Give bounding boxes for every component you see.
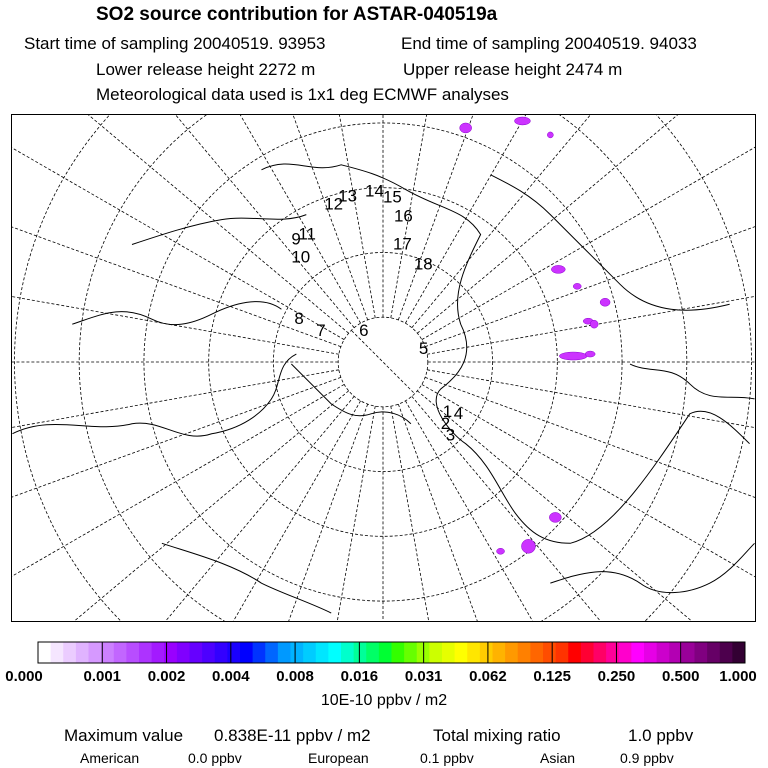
colorbar-swatch [101, 642, 114, 663]
colorbar-units: 10E-10 ppbv / m2 [320, 692, 448, 709]
colorbar-swatch [366, 642, 379, 663]
max-value: 0.838E-11 ppbv / m2 [214, 726, 371, 745]
colorbar-swatch [253, 642, 266, 663]
colorbar-swatch [644, 642, 657, 663]
trajectory-label-7: 7 [316, 321, 326, 341]
colorbar-tick-label: 0.008 [276, 668, 314, 685]
colorbar-swatch [215, 642, 228, 663]
colorbar-swatch [152, 642, 165, 663]
trajectory-label-9: 9 [291, 229, 301, 249]
trajectory-label-17: 17 [392, 234, 412, 254]
colorbar-swatch [76, 642, 89, 663]
colorbar-swatch [114, 642, 127, 663]
colorbar-swatch [51, 642, 64, 663]
colorbar-tick-label: 0.125 [533, 668, 571, 685]
colorbar-swatch [530, 642, 543, 663]
colorbar-tick-label: 0.062 [469, 668, 507, 685]
colorbar-tick-label: 0.031 [404, 668, 443, 685]
colorbar-swatch [442, 642, 455, 663]
colorbar-swatch [581, 642, 594, 663]
colorbar-swatch [89, 642, 102, 663]
colorbar-swatch [190, 642, 203, 663]
colorbar-swatch [682, 642, 695, 663]
trajectory-labels [291, 182, 463, 445]
total-mixing-value: 1.0 ppbv [628, 726, 694, 745]
total-mixing-label: Total mixing ratio [433, 726, 561, 745]
start-time: Start time of sampling 20040519. 93953 [24, 34, 326, 53]
upper-release-height: Upper release height 2474 m [403, 60, 623, 79]
colorbar-swatch [227, 642, 240, 663]
american-label: American [80, 750, 140, 766]
colorbar-tick-label: 0.500 [661, 668, 700, 685]
page-title: SO2 source contribution for ASTAR-040519a [96, 4, 498, 25]
trajectory-label-1: 1 [442, 401, 453, 421]
colorbar-swatch [594, 642, 607, 663]
colorbar-swatch [328, 642, 341, 663]
trajectory-label-18: 18 [413, 254, 433, 274]
trajectory-label-10: 10 [291, 247, 311, 267]
colorbar-tick-label: 0.000 [5, 668, 43, 685]
colorbar-swatch [732, 642, 745, 663]
colorbar-swatch [139, 642, 152, 663]
colorbar [37, 641, 746, 667]
colorbar-swatch [202, 642, 215, 663]
colorbar-swatch [619, 642, 632, 663]
colorbar-swatch [543, 642, 556, 663]
american-value: 0.0 ppbv [188, 750, 242, 766]
colorbar-swatch [657, 642, 670, 663]
colorbar-swatch [126, 642, 139, 663]
lower-release-height: Lower release height 2272 m [96, 60, 316, 79]
colorbar-tick-label: 0.016 [340, 668, 379, 685]
trajectory-label-14: 14 [365, 181, 384, 201]
trajectory-label-16: 16 [393, 206, 413, 226]
european-label: European [308, 750, 369, 766]
colorbar-swatch [518, 642, 531, 663]
trajectory-label-13: 13 [338, 186, 358, 206]
trajectory-label-5: 5 [418, 339, 429, 359]
colorbar-swatch [631, 642, 644, 663]
colorbar-swatch [63, 642, 76, 663]
colorbar-swatch [291, 642, 304, 663]
colorbar-swatch [38, 642, 51, 663]
colorbar-tick-label: 0.004 [212, 668, 250, 685]
asian-label: Asian [540, 750, 576, 766]
colorbar-swatch [341, 642, 354, 663]
trajectory-label-3: 3 [445, 425, 456, 445]
end-time: End time of sampling 20040519. 94033 [401, 34, 697, 53]
colorbar-swatch [455, 642, 468, 663]
trajectory-label-6: 6 [359, 321, 369, 341]
colorbar-swatch [707, 642, 720, 663]
trajectory-label-4: 4 [453, 403, 464, 423]
colorbar-tick-label: 0.002 [147, 668, 186, 685]
colorbar-swatch [505, 642, 518, 663]
colorbar-tick-label: 1.000 [719, 668, 757, 685]
colorbar-swatch [606, 642, 619, 663]
met-data-note: Meteorological data used is 1x1 deg ECMWF analyses [96, 85, 509, 104]
colorbar-swatch [265, 642, 278, 663]
colorbar-swatch [556, 642, 569, 663]
plume-blobs [460, 117, 610, 554]
polar-map [11, 114, 756, 622]
colorbar-swatch [467, 642, 480, 663]
colorbar-swatch [429, 642, 442, 663]
colorbar-swatch [177, 642, 190, 663]
colorbar-swatch [720, 642, 733, 663]
asian-value: 0.9 ppbv [620, 750, 674, 766]
colorbar-swatch [695, 642, 708, 663]
colorbar-swatch [392, 642, 405, 663]
coastlines [12, 164, 754, 613]
colorbar-swatch [316, 642, 329, 663]
colorbar-swatch [240, 642, 253, 663]
trajectory-label-2: 2 [440, 413, 451, 433]
colorbar-tick-label: 0.250 [597, 668, 636, 685]
trajectory-label-8: 8 [294, 309, 304, 329]
colorbar-swatch [480, 642, 493, 663]
colorbar-tick-label: 0.001 [83, 668, 122, 685]
colorbar-swatch [568, 642, 581, 663]
colorbar-swatch [379, 642, 392, 663]
trajectory-label-15: 15 [383, 187, 402, 207]
colorbar-swatch [303, 642, 316, 663]
colorbar-swatch [493, 642, 506, 663]
trajectory-label-11: 11 [298, 224, 316, 244]
colorbar-swatch [404, 642, 417, 663]
trajectory-label-12: 12 [324, 194, 344, 214]
max-value-label: Maximum value [64, 726, 184, 745]
european-value: 0.1 ppbv [420, 750, 474, 766]
colorbar-swatch [278, 642, 291, 663]
colorbar-swatch [354, 642, 367, 663]
